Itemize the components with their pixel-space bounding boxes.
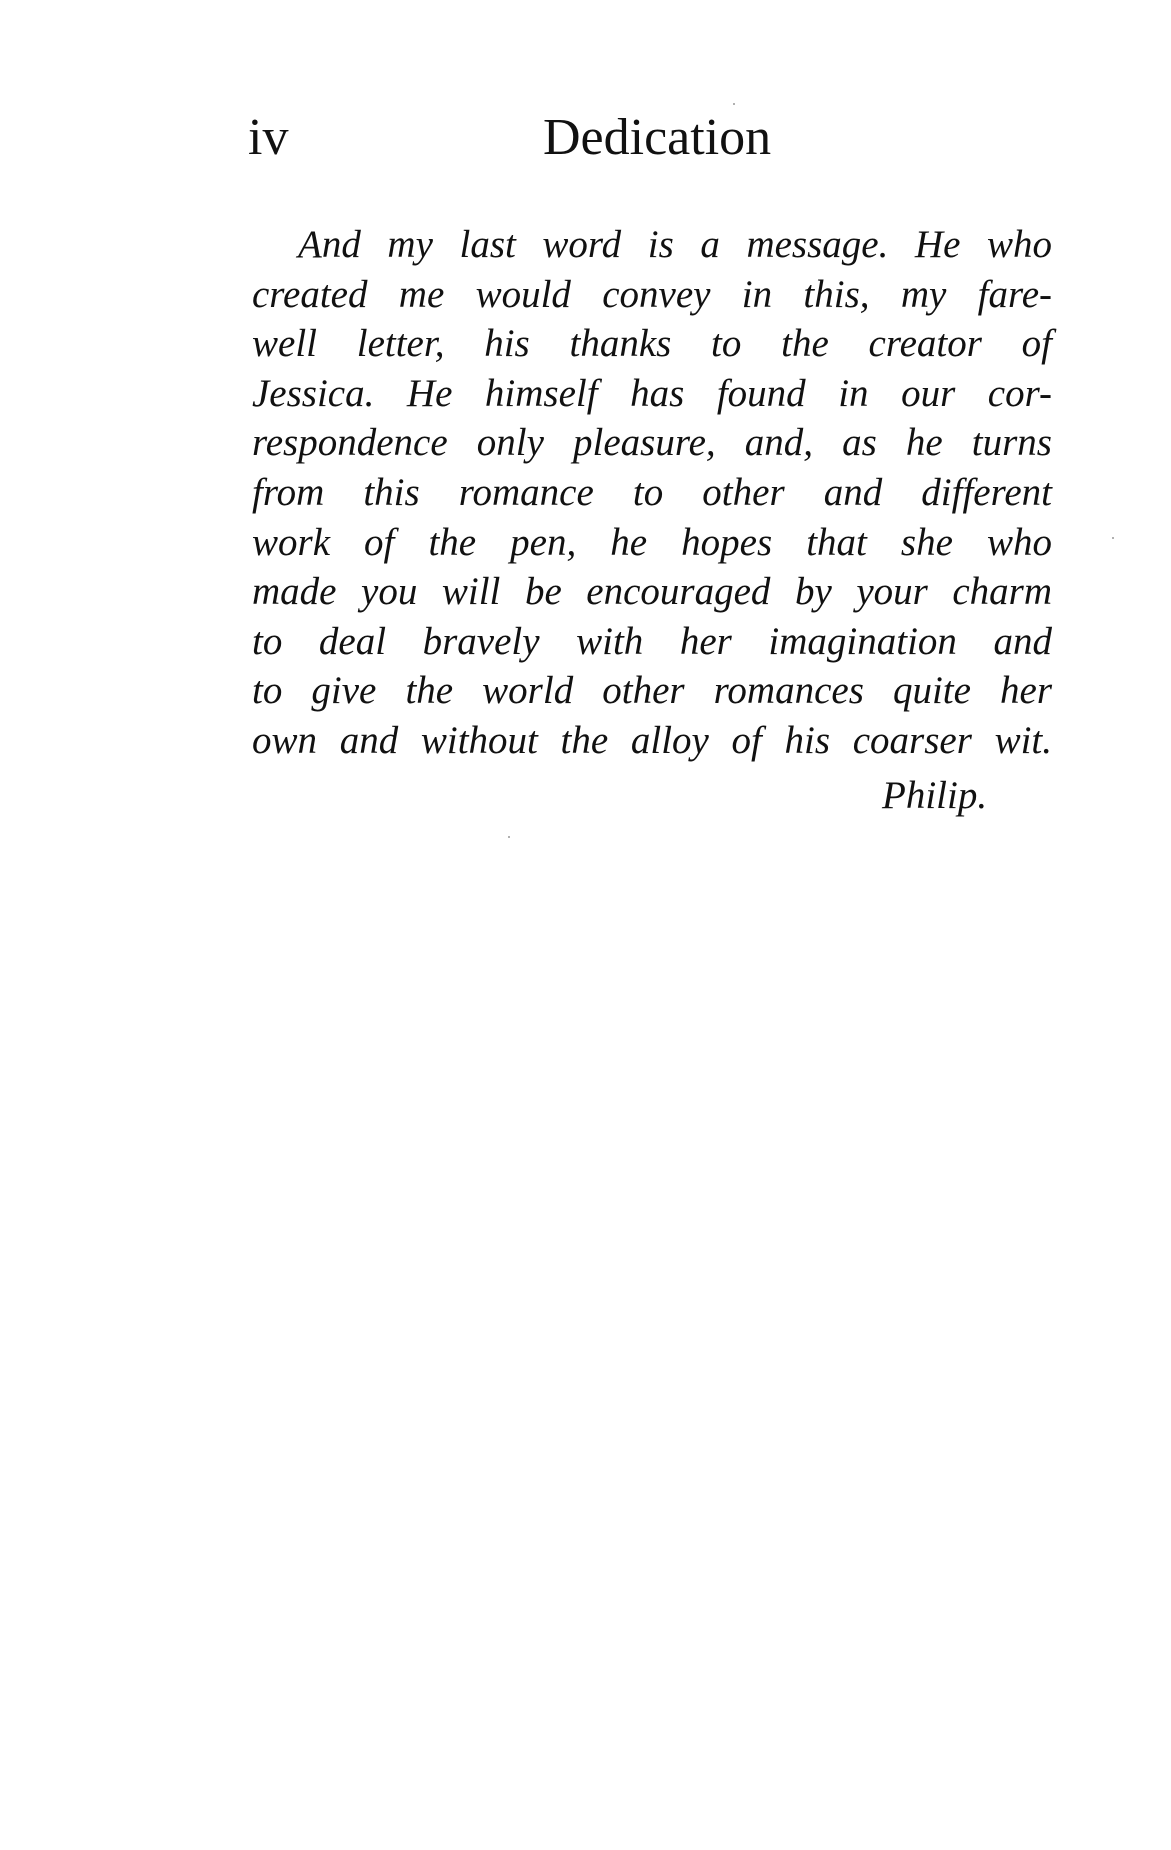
dedication-paragraph xyxy=(252,220,1052,766)
running-head xyxy=(248,108,1048,168)
scan-speck xyxy=(733,103,735,105)
text-line: And my last word is a message. He who xyxy=(298,223,1052,266)
text-line: to deal bravely with her imagination and xyxy=(252,619,1052,663)
text-line: well letter, his thanks to the creator of xyxy=(252,322,1052,366)
scan-speck xyxy=(1112,537,1114,539)
section-title: Dedication xyxy=(543,109,772,166)
scan-speck xyxy=(508,836,510,838)
text-line: own and without the alloy of his coarser wit. xyxy=(252,718,1052,762)
text-line: from this romance to other and different xyxy=(252,470,1052,514)
page-number: iv xyxy=(248,109,289,166)
text-line: Jessica. He himself has found in our cor- xyxy=(252,371,1052,415)
text-line: made you will be encouraged by your charm xyxy=(252,570,1052,614)
text-line: to give the world other romances quite her xyxy=(252,669,1052,713)
text-line: created me would convey in this, my fare- xyxy=(252,272,1052,316)
text-line: work of the pen, he hopes that she who xyxy=(252,520,1052,564)
text-line: respondence only pleasure, and, as he turns xyxy=(252,421,1052,465)
signature: Philip. xyxy=(882,774,988,817)
